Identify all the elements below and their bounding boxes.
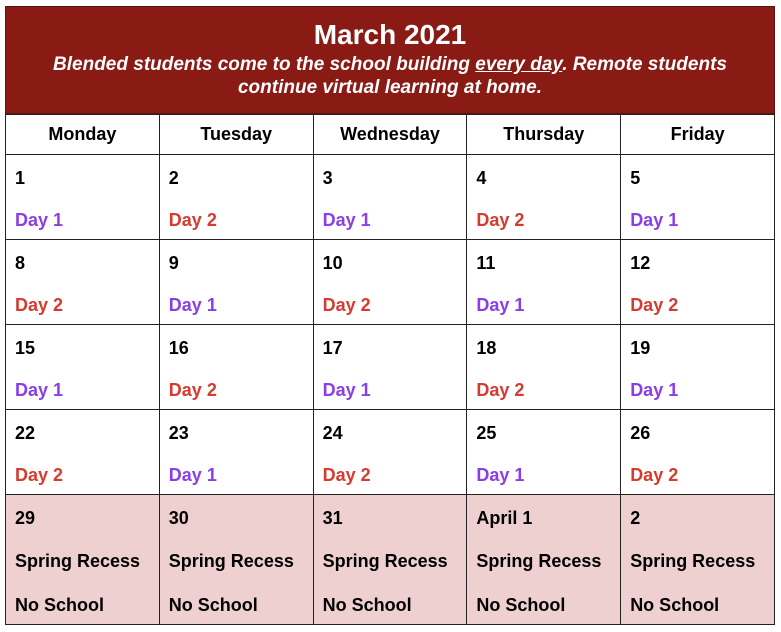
subtitle-underlined-text: every day — [475, 54, 563, 75]
rotation-day-label: Day 2 — [15, 465, 64, 485]
day-cell — [467, 325, 621, 410]
day-cell — [313, 155, 467, 240]
date-number: 17 — [322, 338, 343, 358]
rotation-day-label: Day 1 — [322, 210, 371, 230]
day-cell — [6, 325, 160, 410]
rotation-day-label: Day 1 — [15, 210, 64, 230]
week-row — [6, 410, 775, 495]
day-cell — [621, 325, 775, 410]
calendar-grid — [5, 114, 775, 625]
day-cell — [467, 240, 621, 325]
calendar-header — [5, 6, 775, 114]
day-cell — [313, 325, 467, 410]
calendar-title: March 2021 — [313, 19, 467, 50]
recess-cell — [467, 495, 621, 625]
day-cell — [621, 410, 775, 495]
spring-recess-row — [6, 495, 775, 625]
recess-label: Spring Recess — [168, 551, 294, 571]
day-cell — [467, 410, 621, 495]
calendar-subtitle — [6, 53, 774, 99]
calendar — [5, 6, 775, 625]
day-cell — [6, 240, 160, 325]
rotation-day-label: Day 2 — [476, 380, 525, 400]
rotation-day-label: Day 2 — [15, 295, 64, 315]
rotation-day-label: Day 2 — [322, 465, 371, 485]
weekday-header-row — [6, 115, 775, 155]
date-number: 8 — [15, 253, 26, 273]
day-cell — [467, 155, 621, 240]
no-school-label: No School — [15, 595, 104, 615]
rotation-day-label: Day 1 — [322, 380, 371, 400]
weekday-thursday: Thursday — [467, 115, 621, 155]
no-school-label: No School — [476, 595, 566, 615]
week-row — [6, 240, 775, 325]
date-number: 12 — [630, 253, 651, 273]
date-number: April 1 — [476, 508, 533, 528]
weekday-friday: Friday — [621, 115, 775, 155]
recess-label: Spring Recess — [630, 551, 756, 571]
day-cell — [313, 240, 467, 325]
date-number: 29 — [15, 508, 36, 528]
date-number: 24 — [322, 423, 343, 443]
recess-cell — [313, 495, 467, 625]
day-cell — [159, 155, 313, 240]
date-number: 4 — [476, 168, 487, 188]
date-number: 18 — [476, 338, 497, 358]
date-number: 31 — [322, 508, 343, 528]
subtitle-text-end: . Remote students continue virtual learning at home. — [237, 54, 727, 98]
rotation-day-label: Day 2 — [630, 465, 679, 485]
date-number: 3 — [322, 168, 333, 188]
weekday-wednesday: Wednesday — [313, 115, 467, 155]
rotation-day-label: Day 1 — [168, 295, 217, 315]
rotation-day-label: Day 1 — [168, 465, 217, 485]
recess-cell — [621, 495, 775, 625]
date-number: 26 — [630, 423, 651, 443]
week-row — [6, 155, 775, 240]
day-cell — [6, 410, 160, 495]
day-cell — [159, 240, 313, 325]
day-cell — [159, 410, 313, 495]
rotation-day-label: Day 2 — [476, 210, 525, 230]
no-school-label: No School — [630, 595, 720, 615]
recess-cell — [6, 495, 160, 625]
day-cell — [159, 325, 313, 410]
recess-label: Spring Recess — [476, 551, 602, 571]
date-number: 25 — [476, 423, 497, 443]
rotation-day-label: Day 1 — [476, 295, 525, 315]
weekday-tuesday: Tuesday — [159, 115, 313, 155]
date-number: 30 — [168, 508, 189, 528]
week-row — [6, 325, 775, 410]
date-number: 11 — [476, 253, 496, 273]
weekday-monday: Monday — [6, 115, 160, 155]
date-number: 2 — [630, 508, 641, 528]
rotation-day-label: Day 2 — [168, 380, 217, 400]
subtitle-text-start: Blended students come to the school building — [53, 54, 476, 75]
day-cell — [621, 240, 775, 325]
day-cell — [313, 410, 467, 495]
date-number: 2 — [168, 168, 179, 188]
rotation-day-label: Day 1 — [476, 465, 525, 485]
day-cell — [621, 155, 775, 240]
date-number: 23 — [168, 423, 189, 443]
date-number: 1 — [15, 168, 26, 188]
no-school-label: No School — [168, 595, 258, 615]
date-number: 5 — [630, 168, 641, 188]
day-cell — [6, 155, 160, 240]
rotation-day-label: Day 1 — [630, 380, 679, 400]
date-number: 16 — [168, 338, 189, 358]
recess-label: Spring Recess — [15, 551, 141, 571]
rotation-day-label: Day 1 — [630, 210, 679, 230]
rotation-day-label: Day 2 — [322, 295, 371, 315]
recess-label: Spring Recess — [322, 551, 448, 571]
date-number: 22 — [15, 423, 36, 443]
rotation-day-label: Day 2 — [168, 210, 217, 230]
date-number: 9 — [168, 253, 179, 273]
rotation-day-label: Day 1 — [15, 380, 64, 400]
date-number: 10 — [322, 253, 343, 273]
date-number: 19 — [630, 338, 651, 358]
rotation-day-label: Day 2 — [630, 295, 679, 315]
no-school-label: No School — [322, 595, 412, 615]
date-number: 15 — [15, 338, 36, 358]
recess-cell — [159, 495, 313, 625]
